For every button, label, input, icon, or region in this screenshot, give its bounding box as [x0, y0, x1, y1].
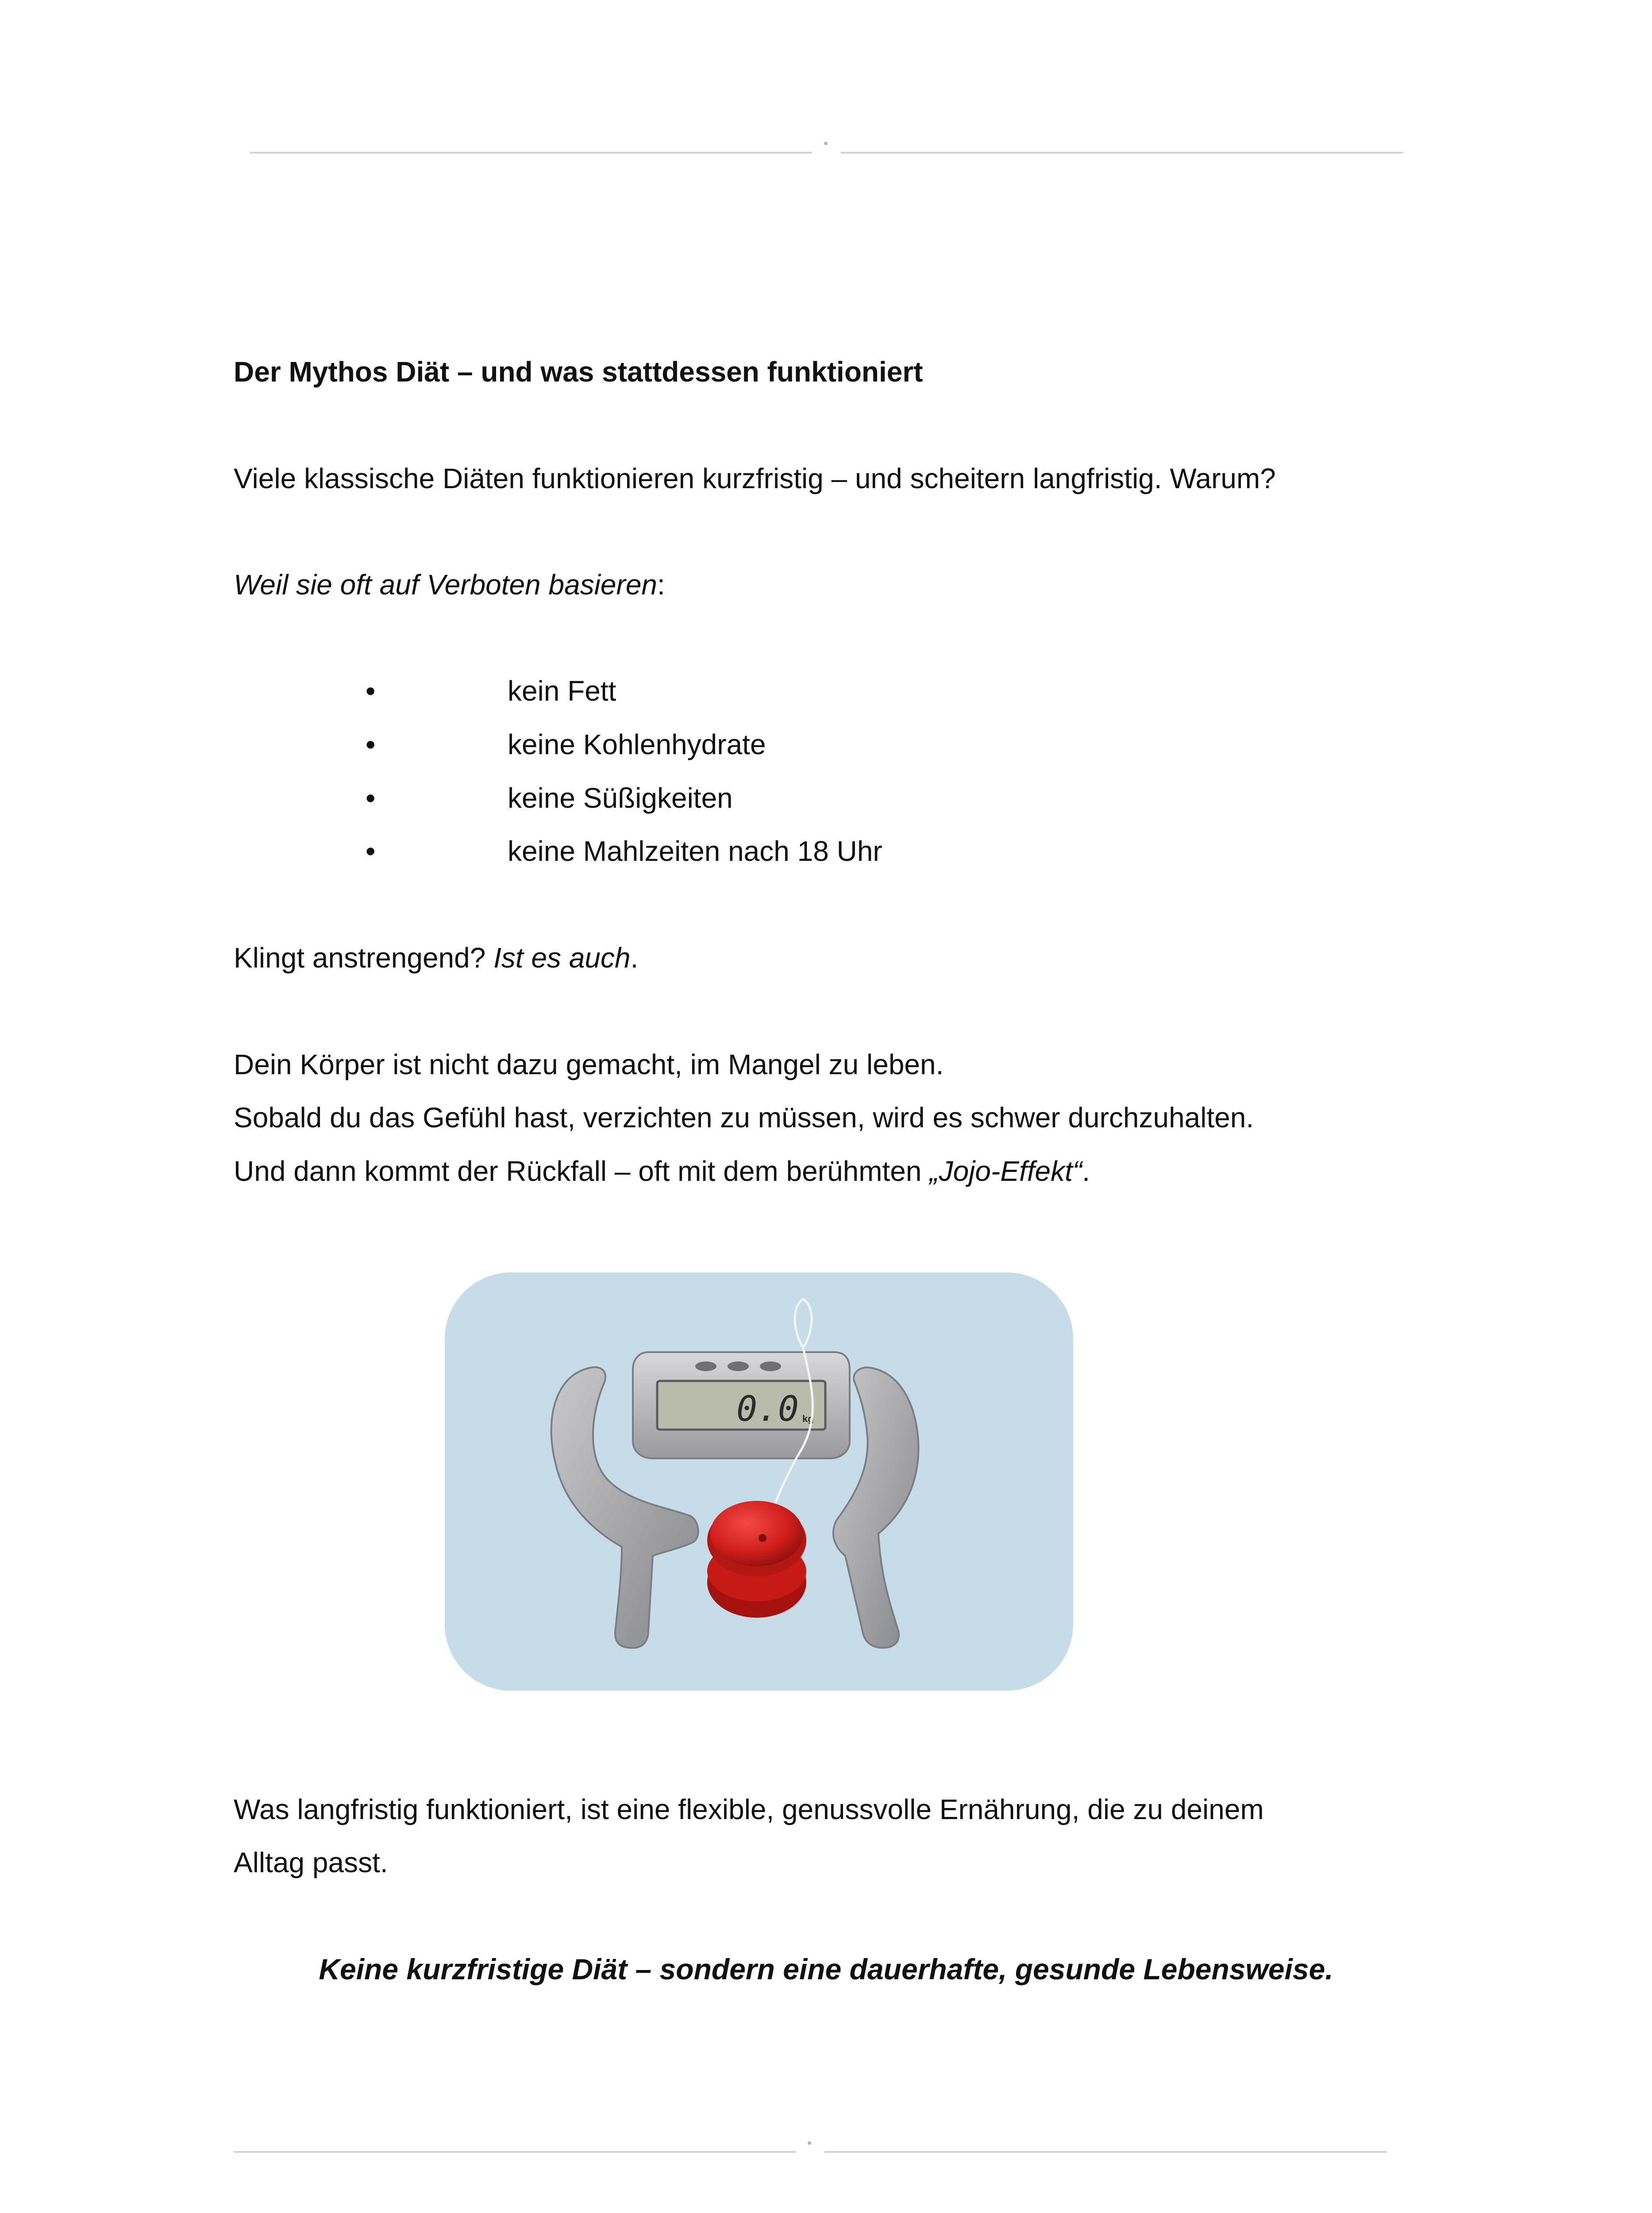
question-italic: Ist es auch	[493, 942, 631, 974]
header-rule-left	[250, 152, 812, 154]
footer-dot	[808, 2141, 811, 2145]
conclusion-line-1: Was langfristig funktioniert, ist eine flexible, genussvolle Ernährung, die zu deinem	[234, 1793, 1264, 1825]
bullet-icon: •	[366, 675, 376, 707]
conclusion-line-2: Alltag passt.	[234, 1847, 388, 1878]
list-item-text: keine Mahlzeiten nach 18 Uhr	[508, 835, 882, 867]
list-item-text: keine Süßigkeiten	[508, 782, 733, 814]
question-line	[234, 941, 638, 975]
relapse-end: .	[1082, 1155, 1090, 1187]
bullet-icon: •	[366, 729, 376, 760]
scale-with-yoyo-illustration	[445, 1272, 1073, 1691]
header-rule-right	[841, 152, 1403, 154]
list-item-text: kein Fett	[508, 675, 616, 707]
jojo-effect-term: „Jojo-Effekt“	[929, 1155, 1082, 1187]
body-line-1: Dein Körper ist nicht dazu gemacht, im Mangel zu leben.	[234, 1049, 944, 1080]
reason-italic: Weil sie oft auf Verboten basieren	[234, 569, 657, 601]
body-line-2: Sobald du das Gefühl hast, verzichten zu müssen, wird es schwer durchzuhalten.	[234, 1102, 1254, 1133]
scale-display-unit: kg	[802, 1413, 814, 1424]
reason-line	[234, 568, 665, 601]
relapse-line	[234, 1154, 1090, 1188]
closing-quote: Keine kurzfristige Diät – sondern eine dauerhafte, gesunde Lebensweise.	[319, 1953, 1333, 1986]
bullet-icon: •	[366, 782, 376, 814]
header-dot	[824, 142, 828, 145]
footer-rule-left	[234, 2151, 796, 2153]
reason-suffix: :	[657, 569, 665, 601]
scale-yoyo-image	[445, 1272, 1073, 1691]
page-title: Der Mythos Diät – und was stattdessen funktioniert	[234, 356, 923, 388]
list-item-text: keine Kohlenhydrate	[508, 729, 766, 760]
footer-rule-right	[824, 2151, 1386, 2153]
scale-display-value: 0.0	[736, 1389, 799, 1429]
question-end: .	[630, 942, 639, 974]
bullet-icon: •	[366, 835, 376, 867]
question-plain: Klingt anstrengend?	[234, 942, 494, 974]
relapse-plain: Und dann kommt der Rückfall – oft mit dem berühmten	[234, 1155, 930, 1187]
intro-paragraph: Viele klassische Diäten funktionieren kurzfristig – und scheitern langfristig. Warum?	[234, 463, 1276, 494]
